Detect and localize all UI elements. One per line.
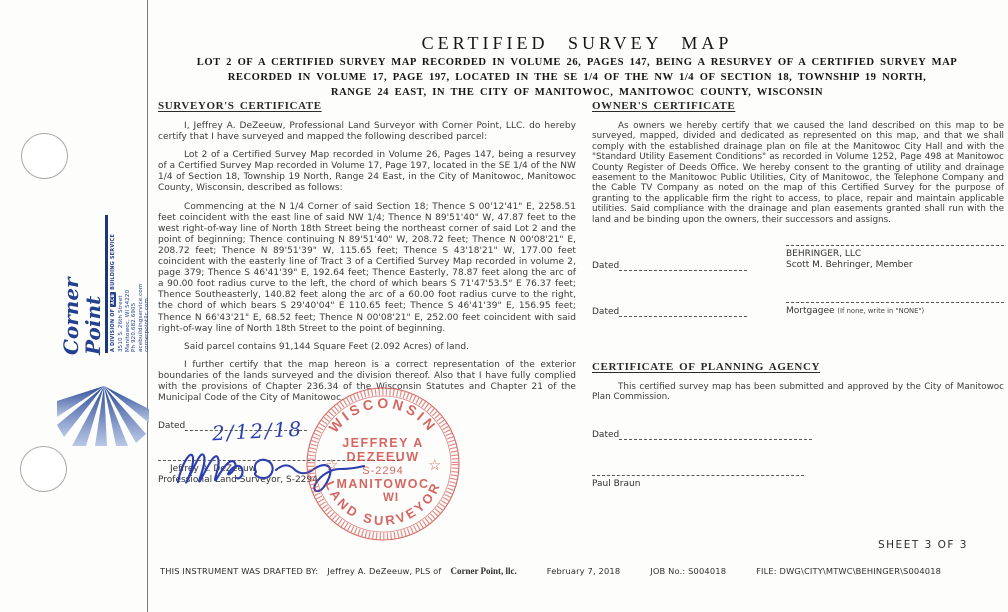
planning-signature-block — [592, 470, 804, 490]
logo-division-suffix: BUILDING SERVICE — [110, 234, 116, 290]
logo-underline-bar — [105, 215, 108, 353]
logo-address-line-1: 3510 S. 26th Street — [118, 295, 124, 352]
stamp-state: WI — [382, 492, 400, 504]
mortgagee-signature-block — [786, 297, 1004, 317]
logo-company-name: Corner Point — [59, 277, 105, 355]
logo-division-prefix: A DIVISION OF — [110, 308, 116, 352]
planning-dated-row — [592, 430, 1004, 440]
footer-company-name: Corner Point, llc. — [450, 566, 517, 576]
document-subtitle-line-1: LOT 2 OF A CERTIFIED SURVEY MAP RECORDED IN VOLUME 26, PAGES 147, BEING A RESURVEY OF A CERTIFIED SURVEY MAP — [196, 57, 958, 68]
logo-address-line-3: Ph 920.682.6905 — [131, 302, 138, 352]
planning-paragraph: This certified survey map has been submitted and approved by the City of Manitowoc Plan Commission. — [592, 382, 1004, 403]
stamp-bottom-arc-text: LAND SURVEYOR — [322, 478, 444, 529]
surveyor-signer-name: Jeffrey A. DeZeeuw — [170, 464, 257, 475]
surveyor-certificate-heading: SURVEYOR'S CERTIFICATE — [158, 100, 322, 112]
owner-dated-blank-2 — [619, 308, 747, 317]
footer-drafting-line — [160, 566, 1005, 576]
logo-address-line-2: Manitowoc, WI 54220 — [124, 289, 131, 352]
owner-member: Scott M. Behringer, Member — [786, 260, 913, 271]
owner-certificate-section — [592, 100, 1004, 490]
owner-paragraph: As owners we hereby certify that we caused the land described on this map to be surveyed, mapped, divided and dedicated as represented on this map, and that we shall comply with the established drainage plan on file at the Manitowoc City Hall and with the "Standard Utility Easement Conditions" as recorded in Volume 1252, Page 498 at Manitowoc County Register of Deeds Office. We hereby consent to the granting of utility and drainage easement to the Manitowoc Public Utilities, City of Manitowoc, the Telephone Company and the Cable TV Company as noted on the map of this Certified Survey for the purpose of granting to the applicable firm the right to access, to place, repair and maintain applicable utilities. Said compliance with the drainage and plan easements granted shall run with the land and be binding upon the owners, their successors and assigns. — [592, 121, 1004, 225]
mortgagee-note: (If none, write in "NONE") — [837, 307, 925, 316]
footer-date: February 7, 2018 — [546, 566, 621, 576]
star-icon: ☆ — [428, 457, 442, 474]
logo-division-line — [110, 213, 116, 352]
owner-certificate-heading: OWNER'S CERTIFICATE — [592, 100, 736, 112]
mortgagee-label-row — [786, 306, 1004, 317]
planning-signer-name: Paul Braun — [592, 478, 641, 489]
sheet-number-label: SHEET 3 OF 3 — [878, 539, 968, 551]
title-block — [148, 33, 1006, 99]
stamp-name-line-1: JEFFREY A — [342, 436, 424, 450]
logo-address-block — [118, 213, 151, 352]
corner-point-logo — [59, 213, 151, 453]
planning-dated-blank — [619, 431, 812, 440]
owner-signature-line — [786, 240, 1004, 246]
surveyor-paragraph-2: Lot 2 of a Certified Survey Map recorded in Volume 26, Pages 147, being a resurvey of a Certified Survey Map recorded in Volume 17, Page 197, located in the SE 1/4 of the NW 1/4 of Section 18, Township 19 North, Range 24 East, in the City of Manitowoc, Manitowoc County, Wisconsin, described as follows: — [158, 150, 576, 194]
planning-dated-label: Dated — [592, 429, 620, 440]
planning-certificate-heading: CERTIFICATE OF PLANNING AGENCY — [592, 361, 821, 374]
mortgagee-label: Mortgagee — [786, 306, 835, 317]
footer-file-path: FILE: DWG\CITY\MTWC\BEHINGER\S004018 — [756, 566, 942, 576]
acb-badge-icon: ACB — [110, 293, 116, 305]
surveyor-signer-title: Professional Land Surveyor, S-2294 — [158, 475, 318, 486]
stamp-top-arc-text: WISCONSIN — [325, 394, 441, 436]
owner-dated-label-2: Dated — [592, 307, 620, 318]
footer-job-number: JOB No.: S004018 — [650, 566, 727, 576]
footer-drafted-by-label: THIS INSTRUMENT WAS DRAFTED BY: — [160, 566, 319, 576]
stamp-city: MANITOWOC — [336, 477, 430, 491]
surveyor-dated-label: Dated — [158, 421, 186, 432]
surveyor-paragraph-4: Said parcel contains 91,144 Square Feet (2.092 Acres) of land. — [184, 341, 469, 352]
document-subtitle-line-3: RANGE 24 EAST, IN THE CITY OF MANITOWOC, MANITOWOC COUNTY, WISCONSIN — [330, 87, 824, 98]
surveyor-stamp-seal — [300, 381, 466, 547]
owner-dated-label-1: Dated — [592, 261, 620, 272]
stamp-license-number: S-2294 — [362, 465, 404, 477]
logo-rotated-text — [60, 213, 151, 355]
document-title: CERTIFIED SURVEY MAP — [421, 33, 733, 53]
surveyor-paragraph-3: Commencing at the N 1/4 Corner of said Section 18; Thence S 00'12'41" E, 2258.51 feet coincident with the east line of said NW 1/4; Thence N 89'51'40" W, 47.87 feet to the west right-of-way line of North 18th Street being the northeast corner of said Lot 2 and the point of beginning; Thence continuing N 89'51'40" W, 208.72 feet; Thence N 00'08'21" E, 208.72 feet; Thence N 89'51'39" W, 115.65 feet; Thence S 43'18'21" W, 177.00 feet coincident with the easterly line of Tract 3 of a Certified Survey Map recorded in volume 2, page 379; Thence S 46'41'39" E, 192.64 feet; Thence Easterly, 78.87 feet along the arc of a 90.00 foot radius curve to the left, the chord of which bears S 71'47'53.5" E 76.37 feet; Thence Southeasterly, 140.82 feet along the arc of a 60.00 foot radius curve to the right, the chord of which bears S 29'40'04" E 110.65 feet; Thence S 46'41'39" E, 156.95 feet; Thence N 66'43'21" E, 68.52 feet; Thence N 00'08'21" E, 252.00 feet coincident with said right-of-way line of North 18th Street to the point of beginning. — [158, 201, 576, 334]
surveyor-paragraph-1: I, Jeffrey A. DeZeeuw, Professional Land Surveyor with Corner Point, LLC. do hereby certify that I have surveyed and mapped the following described parcel: — [158, 121, 576, 143]
handwritten-date: 2/12/18 — [211, 416, 304, 446]
document-subtitle-line-2: RECORDED IN VOLUME 17, PAGE 197, LOCATED IN THE SE 1/4 OF THE NW 1/4 OF SECTION 18, TOWNSHIP 19 NORTH, — [227, 72, 927, 83]
surveyor-paragraph-5: I further certify that the map hereon is a correct representation of the exterior boundaries of the lands surveyed and the division thereof. Also that I have fully complied with the provisions of Chapter 236.34 of the Wisconsin Statutes and Chapter 21 of the Municipal Code of the City of Manitowoc. — [158, 359, 576, 404]
owner-name: BEHRINGER, LLC — [786, 249, 862, 260]
mortgagee-signature-line — [786, 297, 1004, 303]
owner-signature-block — [786, 240, 1004, 271]
owner-dated-blank-1 — [619, 262, 747, 271]
logo-address-line-4: acebuildingservice.com — [137, 283, 144, 352]
planning-signature-line — [592, 470, 804, 476]
hole-punch-top — [21, 133, 68, 179]
logo-address-line-5: cornerpointllc.com — [144, 298, 151, 352]
logo-rays-icon — [57, 385, 149, 447]
footer-drafter-name: Jeffrey A. DeZeeuw, PLS of — [327, 566, 442, 576]
owner-dated-row-1 — [592, 240, 1004, 271]
stamp-name-line-2: DEZEEUW — [346, 450, 420, 464]
owner-dated-row-2 — [592, 297, 1004, 317]
star-icon: ☆ — [325, 457, 339, 474]
